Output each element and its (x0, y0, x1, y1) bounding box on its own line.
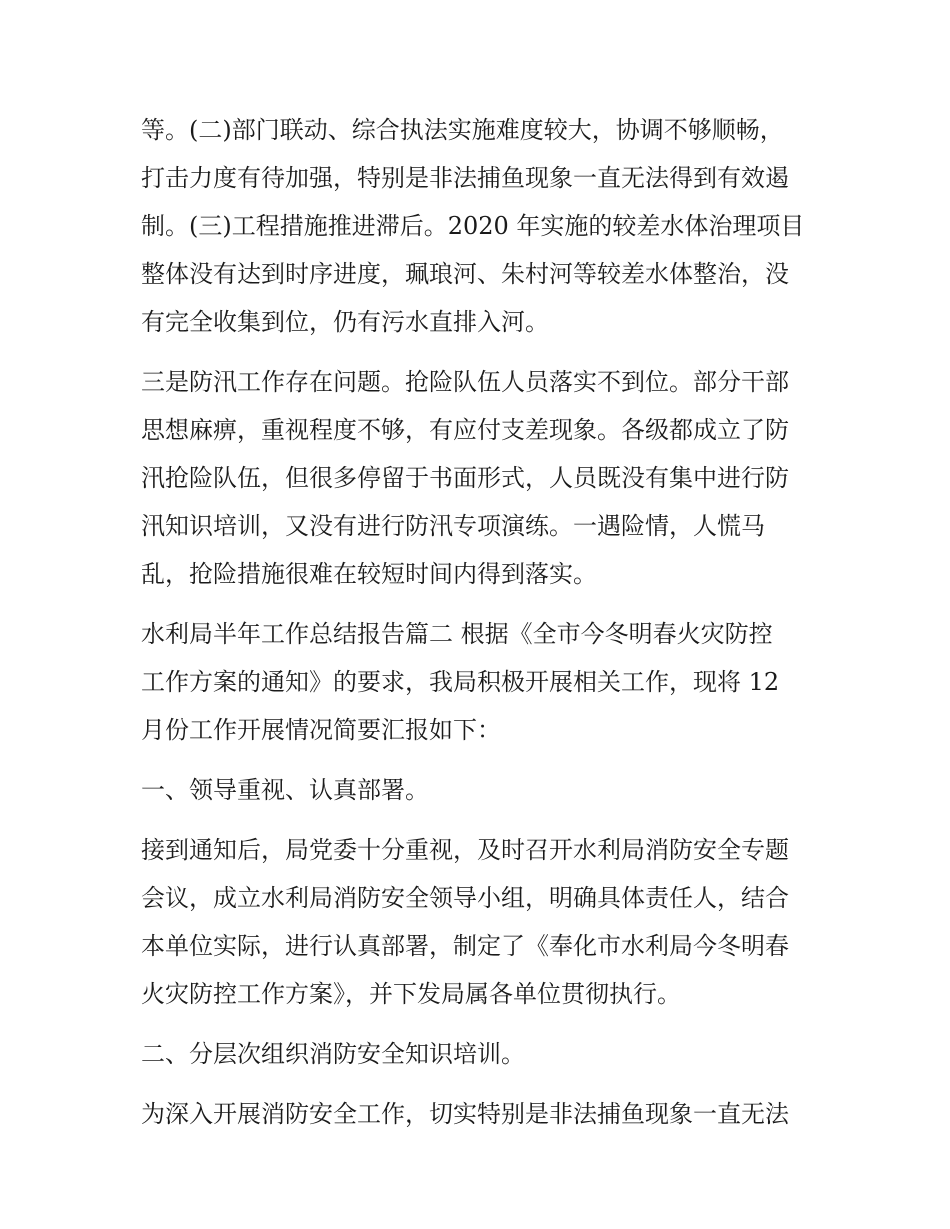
text-line: 接到通知后，局党委十分重视，及时召开水利局消防安全专题 (141, 836, 789, 864)
text-line: 打击力度有待加强，特别是非法捕鱼现象一直无法得到有效遏 (141, 164, 789, 192)
document-body (141, 106, 813, 1138)
text-line: 二、分层次组织消防安全知识培训。 (141, 1040, 525, 1068)
text-line: 为深入开展消防安全工作，切实特别是非法捕鱼现象一直无法 (141, 1100, 789, 1128)
text-line: 制。(三)工程措施推进滞后。2020 年实施的较差水体治理项目 (141, 212, 805, 240)
text-line: 会议，成立水利局消防安全领导小组，明确具体责任人，结合 (141, 884, 789, 912)
text-line: 火灾防控工作方案》，并下发局属各单位贯彻执行。 (141, 980, 681, 1008)
text-line: 本单位实际，进行认真部署，制定了《奉化市水利局今冬明春 (141, 932, 789, 960)
text-line: 月份工作开展情况简要汇报如下： (141, 716, 501, 744)
text-line: 水利局半年工作总结报告篇二 根据《全市今冬明春火灾防控 (141, 620, 773, 648)
text-line: 汛知识培训，又没有进行防汛专项演练。一遇险情，人慌马 (141, 512, 765, 540)
text-line: 整体没有达到时序进度，珮琅河、朱村河等较差水体整治，没 (141, 260, 789, 288)
text-line: 一、领导重视、认真部署。 (141, 776, 429, 804)
text-line: 思想麻痹，重视程度不够，有应付支差现象。各级都成立了防 (141, 416, 789, 444)
text-line: 三是防汛工作存在问题。抢险队伍人员落实不到位。部分干部 (141, 368, 789, 396)
text-line: 工作方案的通知》的要求，我局积极开展相关工作，现将 12 (141, 668, 780, 696)
text-line: 汛抢险队伍，但很多停留于书面形式，人员既没有集中进行防 (141, 464, 789, 492)
text-line: 有完全收集到位，仍有污水直排入河。 (141, 308, 549, 336)
text-line: 乱，抢险措施很难在较短时间内得到落实。 (141, 560, 597, 588)
text-line: 等。(二)部门联动、综合执法实施难度较大，协调不够顺畅， (141, 116, 784, 144)
